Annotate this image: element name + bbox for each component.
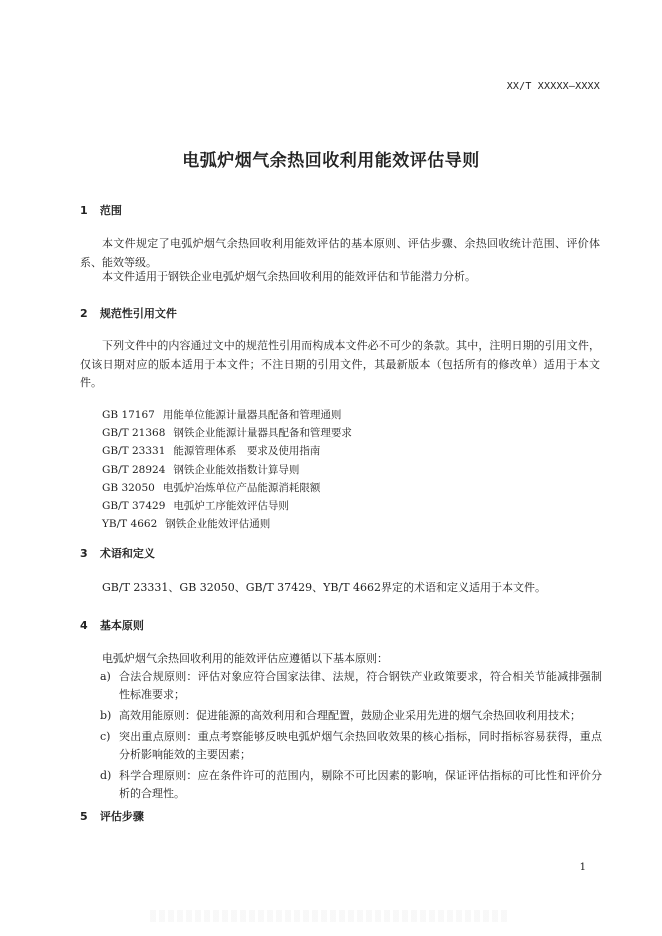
reference-title: 用能单位能源计量器具配备和管理通则 bbox=[162, 409, 342, 421]
section-title: 基本原则 bbox=[99, 619, 144, 632]
document-title: 电弧炉烟气余热回收利用能效评估导则 bbox=[182, 151, 480, 171]
reference-item bbox=[102, 479, 352, 497]
section-4-intro: 电弧炉烟气余热回收利用的能效评估应遵循以下基本原则： bbox=[102, 652, 388, 665]
item-label: d) bbox=[100, 769, 112, 782]
list-item bbox=[100, 707, 602, 725]
reference-title: 钢铁企业能源计量器具配备和管理要求 bbox=[173, 427, 352, 440]
item-text: 高效用能原则：促进能源的高效利用和合理配置，鼓励企业采用先进的烟气余热回收利用技术； bbox=[119, 709, 581, 722]
item-text: 合法合规原则：评估对象应符合国家法律、法规，符合钢铁产业政策要求，符合相关节能减排强制性标准要求； bbox=[119, 670, 602, 701]
section-2-heading bbox=[80, 305, 177, 321]
section-number: 2 bbox=[80, 307, 88, 320]
reference-code: GB/T 21368 bbox=[102, 427, 166, 440]
reference-code: GB/T 28924 bbox=[102, 463, 166, 476]
document-code: XX/T XXXXX—XXXX bbox=[506, 81, 600, 92]
reference-item bbox=[102, 406, 352, 424]
section-title: 规范性引用文件 bbox=[99, 307, 177, 320]
reference-item bbox=[102, 424, 352, 442]
section-4-heading bbox=[80, 617, 144, 633]
item-text: 科学合理原则：应在条件许可的范围内，剔除不可比因素的影响，保证评估指标的可比性和评价分析的合理性。 bbox=[119, 769, 602, 800]
section-title: 术语和定义 bbox=[99, 547, 155, 560]
reference-title: 能源管理体系 要求及使用指南 bbox=[173, 445, 321, 458]
reference-list bbox=[102, 406, 352, 533]
section-number: 3 bbox=[80, 547, 88, 560]
footer-watermark bbox=[150, 910, 510, 922]
section-2-paragraph: 下列文件中的内容通过文中的规范性引用而构成本文件必不可少的条款。其中，注明日期的引用文件，仅该日期对应的版本适用于本文件；不注日期的引用文件，其最新版本（包括所有的修改单）适用于本文件。 bbox=[80, 339, 600, 389]
list-item bbox=[100, 767, 602, 803]
section-title: 评估步骤 bbox=[99, 810, 144, 823]
reference-code: GB/T 23331 bbox=[102, 445, 166, 458]
section-1-paragraph-1: 本文件规定了电弧炉烟气余热回收利用能效评估的基本原则、评估步骤、余热回收统计范围、评价体系、能效等级。 bbox=[80, 237, 600, 269]
section-title: 范围 bbox=[99, 204, 122, 217]
item-label: c) bbox=[100, 730, 111, 743]
section-1-paragraph-2: 本文件适用于钢铁企业电弧炉烟气余热回收利用的能效评估和节能潜力分析。 bbox=[102, 270, 476, 283]
reference-item bbox=[102, 515, 352, 533]
reference-item bbox=[102, 461, 352, 479]
section-5-heading bbox=[80, 808, 144, 824]
reference-item bbox=[102, 442, 352, 460]
section-number: 1 bbox=[80, 204, 88, 217]
reference-title: 钢铁企业能效指数计算导则 bbox=[173, 463, 300, 476]
section-3-paragraph: GB/T 23331、GB 32050、GB/T 37429、YB/T 4662界定的术语和定义适用于本文件。 bbox=[102, 581, 547, 594]
section-number: 4 bbox=[80, 619, 88, 632]
reference-title: 电弧炉工序能效评估导则 bbox=[173, 500, 289, 513]
item-label: a) bbox=[100, 670, 111, 683]
reference-code: GB 17167 bbox=[102, 409, 155, 421]
item-text: 突出重点原则：重点考察能够反映电弧炉烟气余热回收效果的核心指标，同时指标容易获得，重点分析影响能效的主要因素； bbox=[119, 730, 602, 761]
list-item bbox=[100, 728, 602, 764]
section-1-heading bbox=[80, 202, 122, 218]
principle-list bbox=[100, 668, 602, 806]
reference-code: GB 32050 bbox=[102, 481, 155, 494]
section-number: 5 bbox=[80, 810, 88, 823]
item-label: b) bbox=[100, 709, 112, 722]
section-3-heading bbox=[80, 545, 155, 561]
reference-code: GB/T 37429 bbox=[102, 500, 166, 513]
list-item bbox=[100, 668, 602, 704]
reference-code: YB/T 4662 bbox=[102, 518, 158, 531]
reference-title: 电弧炉冶炼单位产品能源消耗限额 bbox=[162, 481, 321, 494]
reference-title: 钢铁企业能效评估通则 bbox=[165, 518, 271, 531]
reference-item bbox=[102, 497, 352, 515]
page-number: 1 bbox=[579, 862, 586, 873]
